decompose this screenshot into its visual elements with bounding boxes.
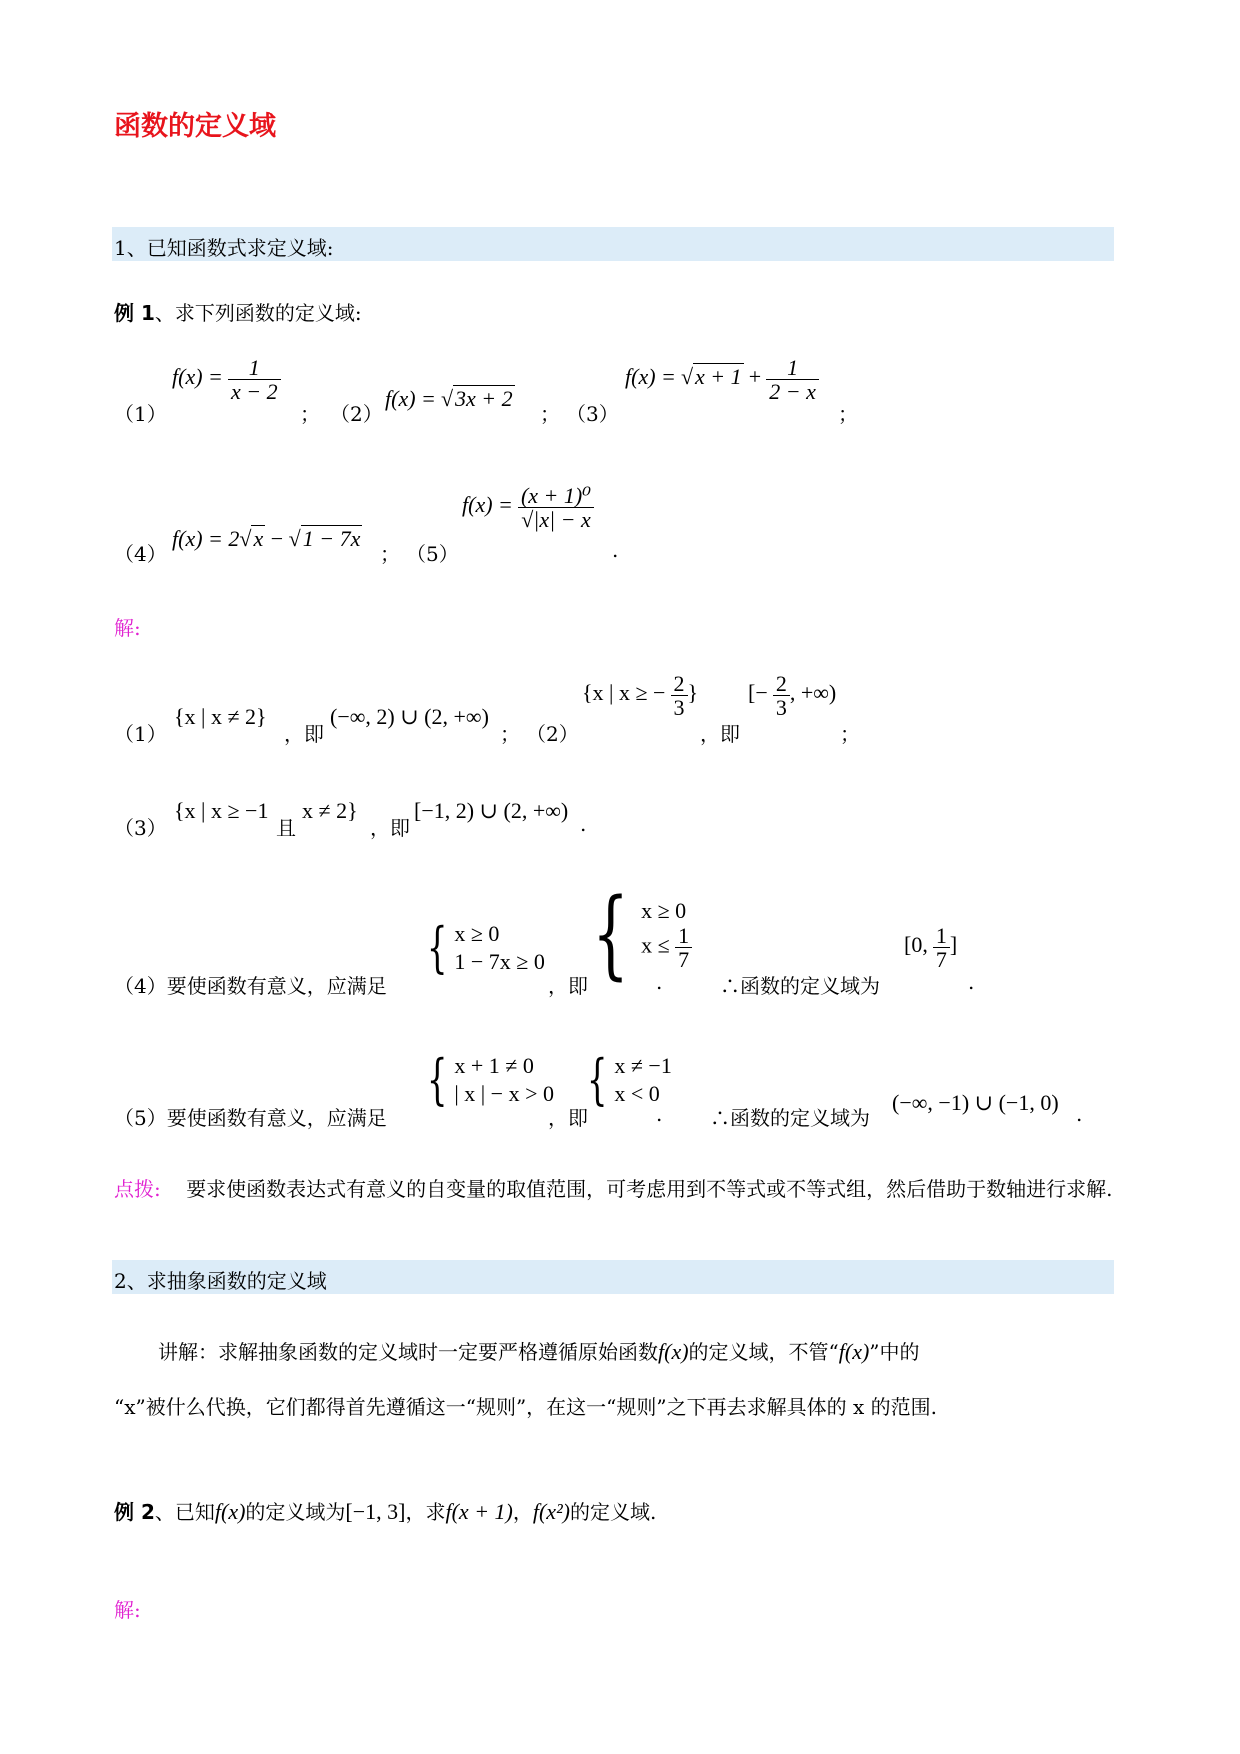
sol1-r4-text: （4）要使函数有意义，应满足 [114,974,387,998]
ex1-f4-lhs: f(x) = 2 [172,526,240,551]
sol1-r4-s2: 1 − 7x ≥ 0 [454,948,545,974]
example-2-fx: f(x) [214,1499,246,1524]
explain-fx-1: f(x) [658,1339,689,1364]
sol1-r4-dot: . [656,970,663,994]
ex1-f1-den: x − 2 [228,379,281,403]
ex1-f2 [385,386,515,412]
ex1-f3-plus: + [748,364,762,390]
sol1-r4-dom-num: 1 [935,923,947,948]
sol1-r4-brace-2-icon: { [592,878,629,990]
ex1-f4 [172,526,362,552]
example-1-label: 例 1 [114,301,155,325]
sol1-r4-system-2 [580,878,692,990]
sol1-r2-int-open: [− [748,680,768,706]
ex1-f2-rad: 3x + 2 [455,386,513,411]
sol1-r3-qie: 且 [276,816,296,840]
tip-label: 点拨: [114,1177,161,1201]
example-2-c: ，求 [405,1500,446,1524]
sol1-r4-domain [904,924,957,971]
ex1-f4-sqrt-1: √ [239,526,252,551]
section-2-band [112,1260,1114,1294]
sol1-r5-end: . [1076,1102,1083,1126]
solution-1-label: 解: [114,616,141,640]
ex1-f4-rad-2: 1 − 7x [302,526,361,551]
sol1-r3-interval: [−1, 2) ∪ (2, +∞) [414,798,569,823]
ex1-f1 [172,356,281,403]
sol1-r4-dom-close: ] [949,932,958,958]
sol1-r2-den: 3 [671,695,688,719]
ex1-f1-num: 1 [248,355,260,380]
sol1-r4-t2-num: 1 [678,923,690,949]
ex1-n1: （1） [114,402,167,426]
sol1-n1: （1） [114,722,167,746]
ex1-f1-lhs: f(x) = [172,364,223,390]
sol1-r5-text: （5）要使函数有意义，应满足 [114,1106,387,1130]
sol1-r3-set-a: {x | x ≥ −1 [174,798,269,823]
ex1-f3-sqrt: √ [680,364,694,390]
sol1-n3: （3） [114,816,167,840]
section-1-band [112,227,1114,261]
sol1-r5-system-1 [420,1047,554,1111]
explain-p1-c: ”中的 [869,1340,920,1364]
explain-p1-a: 讲解：求解抽象函数的定义域时一定要严格遵循原始函数 [158,1340,658,1364]
ex1-f5-num: (x + 1)⁰ [520,483,592,508]
sol1-r5-t1: x ≠ −1 [614,1053,672,1078]
ex1-sep-4: ； [380,542,400,566]
example-2-label: 例 2 [114,1500,155,1524]
sol1-r1-interval: (−∞, 2) ∪ (2, +∞) [330,704,489,729]
explain-fx-2: f(x) [838,1339,870,1364]
tip-text: 要求使函数表达式有意义的自变量的取值范围，可考虑用到不等式或不等式组，然后借助于数轴进行求解. [186,1177,1113,1201]
example-1-text: 、求下列函数的定义域: [154,301,362,325]
example-2-f1: f(x + 1) [445,1499,513,1524]
sol1-r3-end: . [580,812,587,836]
ex1-f3-rad: x + 1 [695,364,742,390]
ex1-f2-sqrt: √ [440,386,454,411]
example-2-line [114,1496,656,1525]
section-2-heading: 2、求抽象函数的定义域 [114,1269,327,1293]
ex1-f5-lhs: f(x) = [462,492,513,518]
sol1-r2-set-close: } [687,680,699,706]
sol1-r2-set [582,672,698,719]
sol1-r4-end: . [968,970,975,994]
ex1-n5: （5） [406,542,459,566]
sol1-r4-t1: x ≥ 0 [641,897,687,923]
sol1-r4-ji: ，即 [548,974,588,998]
sol1-r2-set-open: {x | x ≥ − [582,680,666,706]
ex1-f3 [625,356,819,403]
sol1-r4-t2: x ≤ [641,932,670,958]
sol1-r4-brace-1-icon: { [426,915,448,979]
ex1-n3: （3） [566,402,619,426]
ex1-end: . [612,538,619,562]
example-2-d: ， [512,1500,533,1524]
sol1-r4-dom-den: 7 [933,947,950,971]
sol1-sep-2: ； [840,722,860,746]
ex1-n4: （4） [114,542,167,566]
ex1-sep-2: ； [540,402,560,426]
sol1-r2-ji: ，即 [700,722,740,746]
solution-2-label: 解: [114,1598,141,1622]
ex1-f4-minus: − [265,526,289,551]
ex1-n2: （2） [330,402,383,426]
sol1-r2-int-close: , +∞) [789,680,837,706]
sol1-r1-ji: ，即 [284,722,324,746]
ex1-f3-lhs: f(x) = [625,364,676,390]
sol1-r4-s1: x ≥ 0 [454,921,500,946]
ex1-sep-1: ； [300,402,320,426]
example-2-b: 的定义域为 [245,1500,346,1524]
sol1-r5-therefore: ∴函数的定义域为 [710,1106,870,1130]
sol1-sep-1: ； [500,722,520,746]
sol1-r5-brace-1-icon: { [426,1047,448,1111]
sol1-r2-num: 2 [673,671,685,696]
sol1-n2: （2） [526,722,579,746]
sol1-r2-int-num: 2 [775,671,787,696]
example-2-f2: f(x²) [532,1499,570,1524]
section-1-heading: 1、已知函数式求定义域: [114,236,334,260]
explain-line-1 [158,1336,920,1365]
ex1-f2-lhs: f(x) = [385,386,436,411]
sol1-r4-dom-open: [0, [904,932,928,958]
sol1-r3-set-b: x ≠ 2} [302,798,358,823]
sol1-r2-int-den: 3 [773,695,790,719]
sol1-r4-t2-den: 7 [675,947,692,971]
sol1-r5-dot: . [656,1102,663,1126]
sol1-r1-set: {x | x ≠ 2} [174,704,267,729]
ex1-f3-num: 1 [787,355,799,380]
ex1-f5 [462,484,594,531]
ex1-f4-rad-1: x [253,526,264,551]
sol1-r4-system-1 [420,915,545,979]
example-2-e: 的定义域. [569,1500,657,1524]
example-1-heading [114,297,362,326]
sol1-r4-therefore: ∴函数的定义域为 [720,974,880,998]
example-2-a: 、已知 [154,1500,215,1524]
sol1-r5-t2: x < 0 [614,1080,660,1106]
ex1-f4-sqrt-2: √ [288,526,301,551]
page-title: 函数的定义域 [114,111,276,142]
sol1-r5-ji: ，即 [548,1106,588,1130]
sol1-r2-interval [748,672,836,719]
sol1-r5-brace-2-icon: { [586,1047,608,1111]
sol1-r5-s2: | x | − x > 0 [454,1080,554,1106]
sol1-r3-ji: ，即 [370,816,410,840]
explain-line-2: “x”被什么代换，它们都得首先遵循这一“规则”，在这一“规则”之下再去求解具体的 x 的范围. [114,1395,937,1419]
sol1-r5-domain: (−∞, −1) ∪ (−1, 0) [892,1090,1059,1115]
ex1-sep-3: ； [838,402,858,426]
tip-paragraph [114,1170,1114,1208]
ex1-f3-den: 2 − x [766,379,819,403]
sol1-r5-s1: x + 1 ≠ 0 [454,1053,534,1078]
ex1-f5-den: √|x| − x [518,507,594,531]
sol1-r5-system-2 [580,1047,672,1111]
explain-p1-b: 的定义域，不管“ [688,1340,839,1364]
example-2-interval: [−1, 3] [345,1499,406,1524]
